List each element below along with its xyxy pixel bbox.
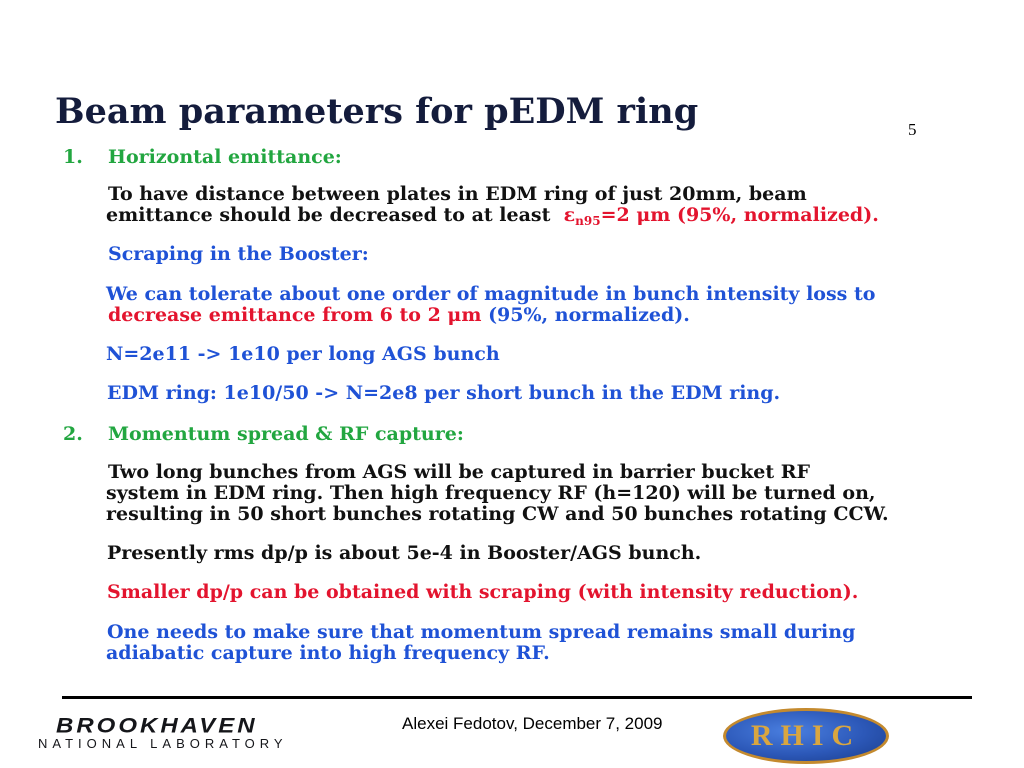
decrease-emittance-text: decrease emittance from 6 to 2 μm — [108, 304, 482, 326]
footer-divider — [62, 696, 972, 699]
momentum-spread-line-2: adiabatic capture into high frequency RF. — [106, 642, 550, 664]
rhic-logo-text: RHIC — [750, 719, 862, 752]
epsilon-symbol: ε — [563, 204, 576, 226]
section-2-heading: Momentum spread & RF capture: — [108, 423, 464, 445]
page-number: 5 — [908, 120, 917, 139]
brookhaven-logo-subtitle: NATIONAL LABORATORY — [38, 736, 288, 751]
scraping-heading: Scraping in the Booster: — [108, 243, 369, 265]
capture-para-line-2: system in EDM ring. Then high frequency RF (h=120) will be turned on, — [106, 482, 876, 504]
epsilon-subscript: n95 — [575, 214, 601, 228]
emittance-target-value: =2 μm (95%, normalized). — [600, 204, 879, 226]
brookhaven-logo — [36, 712, 354, 756]
slide-title: Beam parameters for pEDM ring — [55, 91, 699, 132]
bunch-intensity-line: N=2e11 -> 1e10 per long AGS bunch — [106, 343, 500, 365]
section-1-heading: Horizontal emittance: — [108, 146, 342, 168]
edm-ring-bunch-line: EDM ring: 1e10/50 -> N=2e8 per short bunch in the EDM ring. — [107, 382, 781, 404]
author-date: Alexei Fedotov, December 7, 2009 — [402, 714, 663, 733]
emittance-para-line-2 — [106, 204, 879, 228]
capture-para-line-1: Two long bunches from AGS will be captured in barrier bucket RF — [108, 461, 811, 483]
tolerate-para-line-2 — [108, 305, 690, 325]
capture-para-line-3: resulting in 50 short bunches rotating CW and 50 bunches rotating CCW. — [106, 503, 889, 525]
rhic-logo — [723, 708, 889, 764]
brookhaven-logo-word: BROOKHAVEN — [56, 713, 258, 738]
momentum-spread-line-1: One needs to make sure that momentum spread remains small during — [107, 621, 856, 643]
normalized-text: (95%, normalized). — [488, 304, 690, 326]
smaller-dpp-line: Smaller dp/p can be obtained with scraping (with intensity reduction). — [107, 581, 859, 603]
section-1-number: 1. — [63, 146, 83, 168]
tolerate-para-line-1: We can tolerate about one order of magnitude in bunch intensity loss to — [106, 283, 876, 305]
emittance-para-text: emittance should be decreased to at least — [106, 204, 551, 226]
section-2-number: 2. — [63, 423, 83, 445]
emittance-para-line-1: To have distance between plates in EDM ring of just 20mm, beam — [108, 183, 807, 205]
presently-dpp-line: Presently rms dp/p is about 5e-4 in Booster/AGS bunch. — [107, 542, 702, 564]
